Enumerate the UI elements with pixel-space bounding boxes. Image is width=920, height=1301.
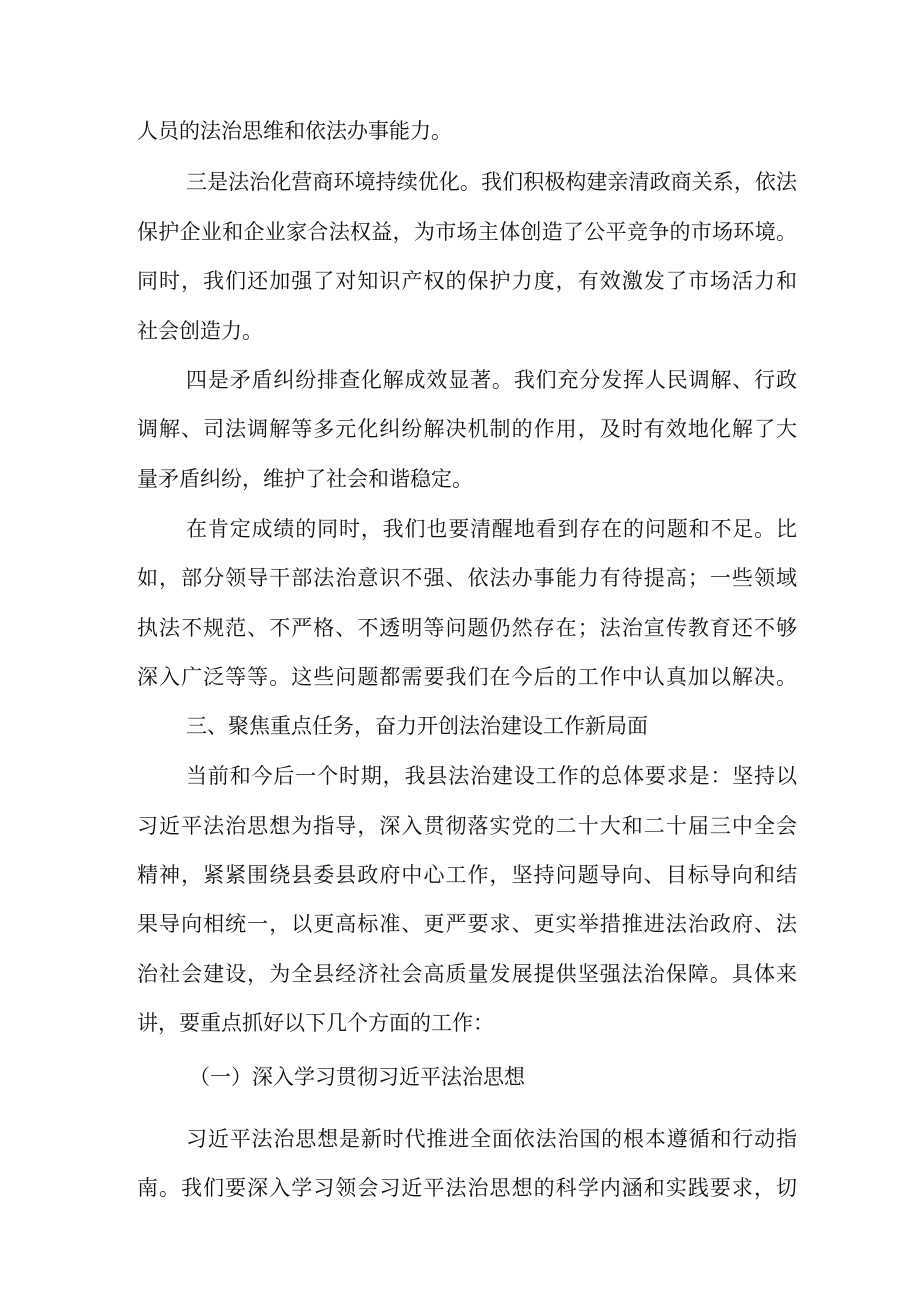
paragraph-start-line: 四是矛盾纠纷排查化解成效显著。我们充分发挥人民调解、行政	[186, 368, 797, 392]
text-line: 南。我们要深入学习领会习近平法治思想的科学内涵和实践要求，切	[137, 1176, 797, 1200]
text-line: 量矛盾纠纷，维护了社会和谐稳定。	[137, 467, 473, 491]
text-line: 讲，要重点抓好以下几个方面的工作：	[137, 1011, 494, 1035]
subsection-heading: （一）深入学习贯彻习近平法治思想	[189, 1065, 525, 1089]
paragraph-start-line: 在肯定成绩的同时，我们也要清醒地看到存在的问题和不足。比	[186, 517, 797, 541]
text-line: 精神，紧紧围绕县委县政府中心工作，坚持问题导向、目标导向和结	[137, 863, 797, 887]
text-line: 保护企业和企业家合法权益，为市场主体创造了公平竞争的市场环境。	[137, 220, 797, 244]
paragraph-start-line: 习近平法治思想是新时代推进全面依法治国的根本遵循和行动指	[186, 1127, 797, 1151]
text-line: 如，部分领导干部法治意识不强、依法办事能力有待提高；一些领域	[137, 566, 797, 590]
text-line: 深入广泛等等。这些问题都需要我们在今后的工作中认真加以解决。	[137, 665, 797, 689]
text-line: 调解、司法调解等多元化纠纷解决机制的作用，及时有效地化解了大	[137, 417, 797, 441]
text-line: 执法不规范、不严格、不透明等问题仍然存在；法治宣传教育还不够	[137, 616, 797, 640]
text-line: 治社会建设，为全县经济社会高质量发展提供坚强法治保障。具体来	[137, 962, 797, 986]
text-line: 同时，我们还加强了对知识产权的保护力度，有效激发了市场活力和	[137, 269, 797, 293]
text-line: 社会创造力。	[137, 319, 263, 343]
paragraph-start-line: 当前和今后一个时期，我县法治建设工作的总体要求是：坚持以	[186, 764, 797, 788]
text-line: 习近平法治思想为指导，深入贯彻落实党的二十大和二十届三中全会	[137, 814, 797, 838]
paragraph-start-line: 三是法治化营商环境持续优化。我们积极构建亲清政商关系，依法	[186, 170, 797, 194]
section-heading: 三、聚焦重点任务，奋力开创法治建设工作新局面	[186, 714, 648, 738]
text-line: 果导向相统一，以更高标准、更严要求、更实举措推进法治政府、法	[137, 912, 797, 936]
text-line: 人员的法治思维和依法办事能力。	[137, 119, 452, 143]
